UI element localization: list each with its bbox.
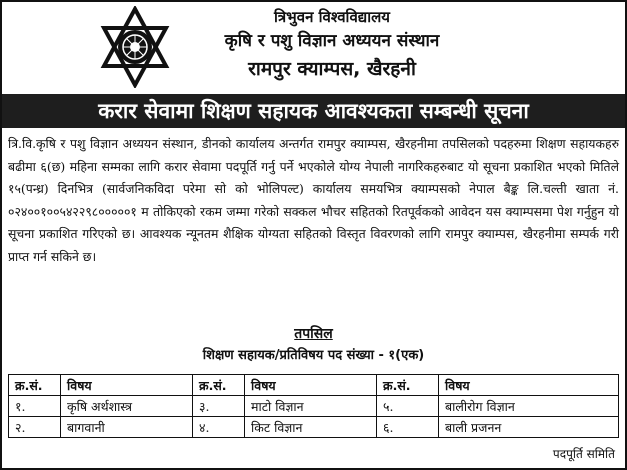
column-header-subject: विषय <box>439 375 619 396</box>
column-header-sn: क्र.सं. <box>377 375 439 396</box>
column-header-subject: विषय <box>245 375 377 396</box>
column-header-sn: क्र.सं. <box>193 375 245 396</box>
table-cell: ४. <box>193 417 245 438</box>
table-cell: ३. <box>193 396 245 417</box>
table-cell: बागवानी <box>61 417 193 438</box>
table-cell: माटो विज्ञान <box>245 396 377 417</box>
table-cell: किट विज्ञान <box>245 417 377 438</box>
table-cell: ५. <box>377 396 439 417</box>
table-cell: कृषि अर्थशास्त्र <box>61 396 193 417</box>
institute-name: कृषि र पशु विज्ञान अध्ययन संस्थान <box>224 31 440 51</box>
subjects-table <box>8 374 619 438</box>
details-heading-text: तपसिल <box>294 326 333 342</box>
details-heading <box>2 324 625 344</box>
table-cell: १. <box>9 396 61 417</box>
column-header-sn: क्र.सं. <box>9 375 61 396</box>
table-row <box>9 396 619 417</box>
table-cell: बाली प्रजनन <box>439 417 619 438</box>
university-name: त्रिभुवन विश्वविद्यालय <box>274 8 390 26</box>
column-header-subject: विषय <box>61 375 193 396</box>
notice-body-text: त्रि.वि.कृषि र पशु विज्ञान अध्ययन संस्थान, डीनको कार्यालय अन्तर्गत रामपुर क्याम्पस, खैरहनीमा तपसिलको पदहरुमा शिक्षण सहायकहरु बढीमा ६(छ) महिना सम्मका लागि करार सेवामा पदपूर्ति गर्नु पर्ने भएकोले योग्य नेपाली नागरिकहरुबाट यो सूचना प्रकाशित भएको मितिले १५(पन्ध्र) दिनभित्र (सार्वजनिकविदा परेमा सो को भोलिपल्ट) कार्यालय समयभित्र क्याम्पसको नेपाल बैङ्क लि.चल्ती खाता नं. ०२४००१००५४२२९८०००००१ म तोकिएको रकम जम्मा गरेको सक्कल भौचर सहितको रितपूर्वकको आवेदन यस क्याम्पसमा पेश गर्नुहुन यो सूचना प्रकाशित गरिएको छ। आवश्यक न्यूनतम शैक्षिक योग्यता सहितको विस्तृत विवरणको लागि रामपुर क्याम्पस, खैरहनीमा सम्पर्क गरी प्राप्त गर्न सकिने छ। <box>8 136 619 264</box>
notice-title-banner: करार सेवामा शिक्षण सहायक आवश्यकता सम्बन्धी सूचना <box>2 94 625 128</box>
table-cell: बालीरोग विज्ञान <box>439 396 619 417</box>
header <box>2 2 625 92</box>
committee-signature: पदपूर्ति समिति <box>552 447 615 461</box>
table-row <box>9 417 619 438</box>
table-cell: २. <box>9 417 61 438</box>
university-emblem-icon <box>94 6 176 88</box>
table-cell: ६. <box>377 417 439 438</box>
campus-name: रामपुर क्याम्पस, खैरहनी <box>248 58 416 80</box>
positions-subtitle: शिक्षण सहायक/प्रतिविषय पद संख्या - १(एक) <box>202 348 425 363</box>
table-header-row <box>9 375 619 396</box>
header-text <box>182 6 482 84</box>
